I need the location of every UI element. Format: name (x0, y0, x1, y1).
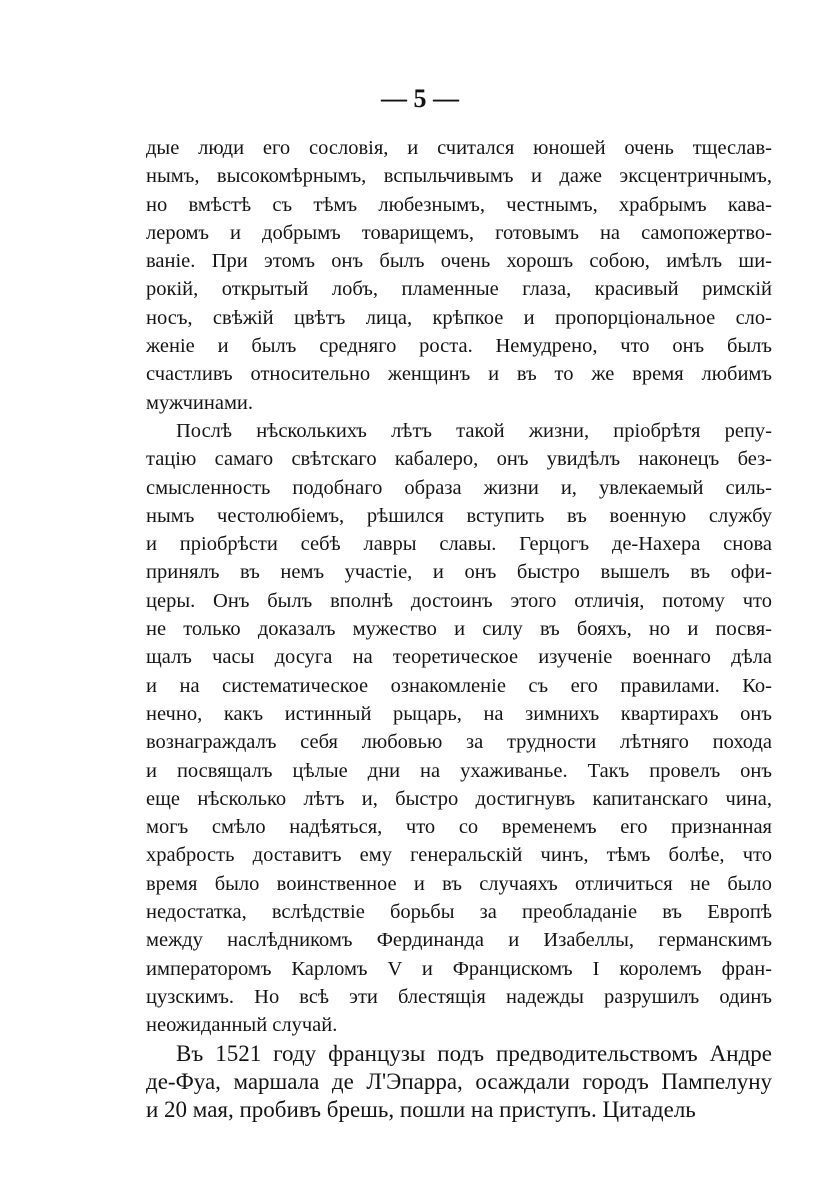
text-line: вознаграждалъ себя любовью за трудности лѣтняго похода (146, 731, 772, 754)
text-line: Въ 1521 году французы подъ предводительствомъ Андре (176, 1040, 772, 1066)
text-line: императоромъ Карломъ V и Францискомъ I королемъ фран- (146, 957, 772, 980)
text-line: могъ смѣло надѣяться, что со временемъ его признанная (146, 816, 772, 839)
text-line: щалъ часы досуга на теоретическое изученіе военнаго дѣла (146, 646, 772, 669)
paragraph (146, 417, 772, 1040)
text-line: нымъ честолюбіемъ, рѣшился вступить въ военную службу (146, 504, 772, 527)
text-line: счастливъ относительно женщинъ и въ то же время любимъ (146, 363, 772, 386)
text-line: де-Фуа, маршала де Л'Эпарра, осаждали городъ Пампелуну (146, 1068, 772, 1094)
text-line: но вмѣстѣ съ тѣмъ любезнымъ, честнымъ, храбрымъ кава- (146, 193, 772, 216)
text-line: не только доказалъ мужество и силу въ бояхъ, но и посвя- (146, 618, 772, 641)
text-line: между наслѣдникомъ Фердинанда и Изабеллы, германскимъ (146, 929, 772, 952)
text-line: женіе и былъ средняго роста. Немудрено, что онъ былъ (146, 335, 772, 358)
text-line: принялъ въ немъ участіе, и онъ быстро вышелъ въ офи- (146, 561, 772, 584)
text-line: храбрость доставитъ ему генеральскій чинъ, тѣмъ болѣе, что (146, 844, 772, 867)
text-line: нечно, какъ истинный рыцарь, на зимнихъ квартирахъ онъ (146, 702, 772, 725)
text-line: тацію самаго свѣтскаго кабалеро, онъ увидѣлъ наконецъ без- (146, 448, 772, 471)
text-line: дые люди его сословія, и считался юношей очень тщеслав- (146, 137, 772, 159)
text-line: и на систематическое ознакомленіе съ его правилами. Ко- (146, 674, 772, 697)
text-line: еще нѣсколько лѣтъ и, быстро достигнувъ капитанскаго чина, (146, 787, 772, 810)
text-line: носъ, свѣжій цвѣтъ лица, крѣпкое и пропорціональное сло- (146, 306, 772, 329)
body-text (146, 134, 772, 1124)
page-number: — 5 — (381, 84, 459, 113)
text-line: цузскимъ. Но всѣ эти блестящія надежды разрушилъ одинъ (146, 985, 772, 1008)
text-line: Послѣ нѣсколькихъ лѣтъ такой жизни, пріобрѣтя репу- (176, 419, 772, 442)
text-line: смысленность подобнаго образа жизни и, увлекаемый силь- (146, 476, 772, 499)
text-line: ваніе. При этомъ онъ былъ очень хорошъ собою, имѣлъ ши- (146, 250, 772, 273)
text-line: церы. Онъ былъ вполнѣ достоинъ этого отличія, потому что (146, 589, 772, 612)
text-line: мужчинами. (146, 391, 254, 414)
text-line: время было воинственное и въ случаяхъ отличиться не было (146, 872, 772, 895)
text-line: нымъ, высокомѣрнымъ, вспыльчивымъ и даже эксцентричнымъ, (146, 165, 772, 188)
paragraph (146, 134, 772, 417)
text-line: рокій, открытый лобъ, пламенные глаза, красивый римскій (146, 278, 772, 301)
text-line: и посвящалъ цѣлые дни на ухаживанье. Такъ провелъ онъ (146, 759, 772, 782)
text-line: леромъ и добрымъ товарищемъ, готовымъ на самопожертво- (146, 221, 772, 244)
text-line: и 20 мая, пробивъ брешь, пошли на приступъ. Цитадель (146, 1097, 696, 1123)
paragraph (146, 1040, 772, 1125)
text-line: недостатка, вслѣдствіе борьбы за преобладаніе въ Европѣ (146, 901, 772, 924)
text-line: и пріобрѣсти себѣ лавры славы. Герцогъ де-Нахера снова (146, 533, 772, 556)
text-line: неожиданный случай. (146, 1014, 338, 1037)
